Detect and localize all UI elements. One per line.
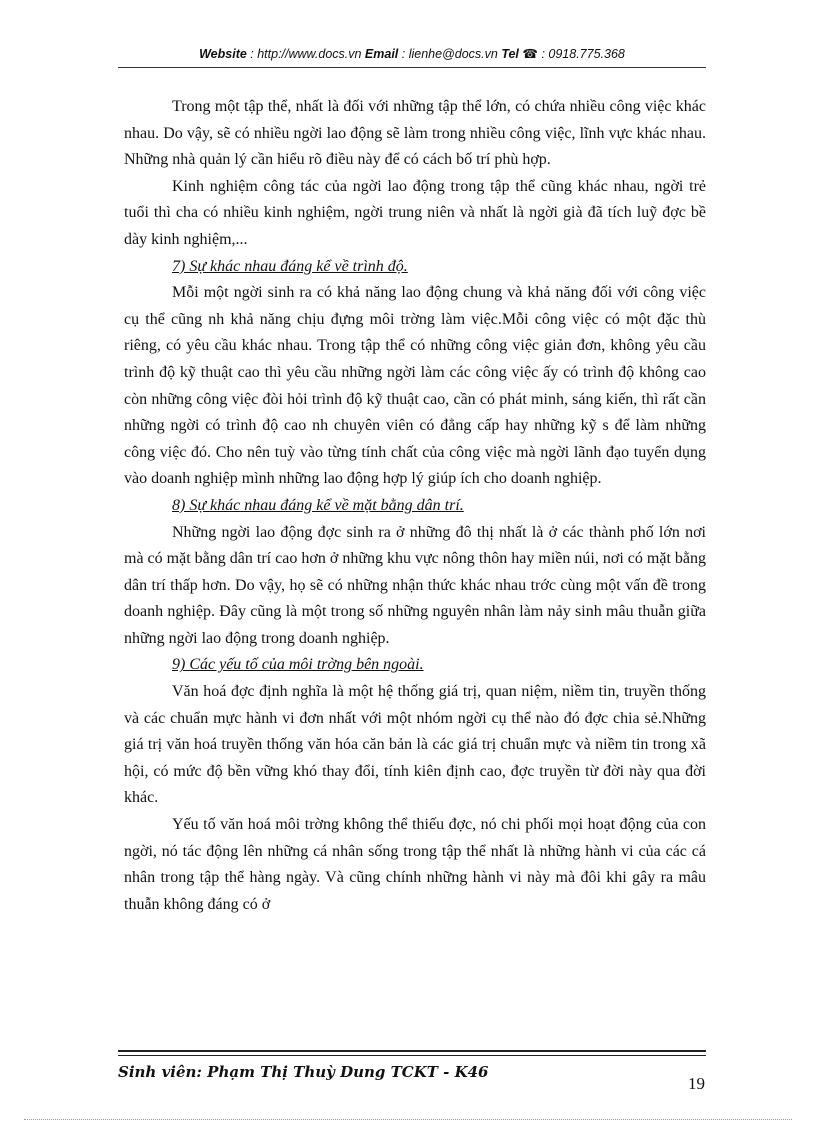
footer-author: Sinh viên: Phạm Thị Thuỳ Dung TCKT - K46 xyxy=(118,1063,489,1081)
section-heading-8: 8) Sự khác nhau đáng kể về mặt bằng dân trí. xyxy=(172,496,464,514)
section-heading-9: 9) Các yếu tố của môi trờng bên ngoài. xyxy=(172,656,424,674)
website-label: Website xyxy=(199,47,247,61)
paragraph: Mỗi một ngời sinh ra có khả năng lao động chung và khả năng đối với công việc cụ thể cũng nh khả năng chịu đựng môi trờng làm việc.Mỗi công việc có một đặc thù riêng, có yêu cầu khác nhau. Trong tập thể có những công việc giản đơn, không yêu cầu trình độ kỹ thuật cao thì yêu cầu những ngời làm các công việc ấy có trình độ không cao còn những công việc đòi hỏi trình độ kỹ thuật cao, cần có phát minh, sáng kiến, thì rất cần những ngời có trình độ cao nh chuyên viên có đẳng cấp hay những kỹ s để làm những công việc đó. Cho nên tuỳ vào từng tính chất của công việc mà ngời lãnh đạo tuyển dụng vào doanh nghiệp mình những lao động hợp lý giúp ích cho doanh nghiệp. xyxy=(124,284,706,488)
paragraph: Trong một tập thể, nhất là đối với những tập thể lớn, có chứa nhiều công việc khác nhau. Do vậy, sẽ có nhiều ngời lao động sẽ làm trong nhiều công việc, lĩnh vực khác nhau. Những nhà quản lý cần hiểu rõ điều này để có cách bố trí phù hợp. xyxy=(124,98,706,169)
section-heading-7: 7) Sự khác nhau đáng kể về trình độ. xyxy=(172,257,408,275)
page-number: 19 xyxy=(688,1074,705,1093)
email-label: Email xyxy=(364,47,399,61)
page-header xyxy=(118,46,706,61)
page-bottom-dotted-line xyxy=(24,1119,792,1120)
document-body xyxy=(124,94,706,918)
footer-divider-thin xyxy=(118,1055,706,1056)
paragraph: Yếu tố văn hoá môi trờng không thể thiếu đợc, nó chi phối mọi hoạt động của con ngời, nó tác động lên những cá nhân sống trong tập thể nhất là những hành vi của các cá nhân trong tập thể hàng ngày. Và cũng chính những hành vi này mà đôi khi gây ra mâu thuẫn không đáng có ở xyxy=(124,816,706,913)
paragraph: Những ngời lao động đợc sinh ra ở những đô thị nhất là ở các thành phố lớn nơi mà có mặt bằng dân trí cao hơn ở những khu vực nông thôn hay miền núi, nơi có mặt bằng dân trí thấp hơn. Do vậy, họ sẽ có những nhận thức khác nhau trớc cùng một vấn đề trong doanh nghiệp. Đây cũng là một trong số những nguyên nhân làm nảy sinh mâu thuẫn giữa những ngời lao động trong doanh nghiệp. xyxy=(124,523,706,647)
tel-label: Tel xyxy=(501,47,519,61)
paragraph: Văn hoá đợc định nghĩa là một hệ thống giá trị, quan niệm, niềm tin, truyền thống và các chuẩn mực hành vi đơn nhất với một nhóm ngời cụ thể nào đó đợc chia sẻ.Những giá trị văn hoá truyền thống văn hóa căn bản là các giá trị chuẩn mực và niềm tin trong xã hội, có mức độ bền vững khó thay đổi, tính kiên định cao, đợc truyền từ đời này qua đời khác. xyxy=(124,683,706,807)
footer-divider-thick xyxy=(118,1050,706,1052)
website-value: : http://www.docs.vn xyxy=(246,47,365,61)
email-value: : lienhe@docs.vn xyxy=(398,47,502,61)
header-divider xyxy=(118,67,706,68)
phone-icon: ☎ xyxy=(522,47,538,61)
tel-value: : 0918.775.368 xyxy=(537,47,625,61)
paragraph: Kinh nghiệm công tác của ngời lao động trong tập thể cũng khác nhau, ngời trẻ tuổi thì cha có nhiều kinh nghiệm, ngời trung niên và nhất là ngời già đã tích luỹ đợc bề dày kinh nghiệm,... xyxy=(124,177,706,248)
